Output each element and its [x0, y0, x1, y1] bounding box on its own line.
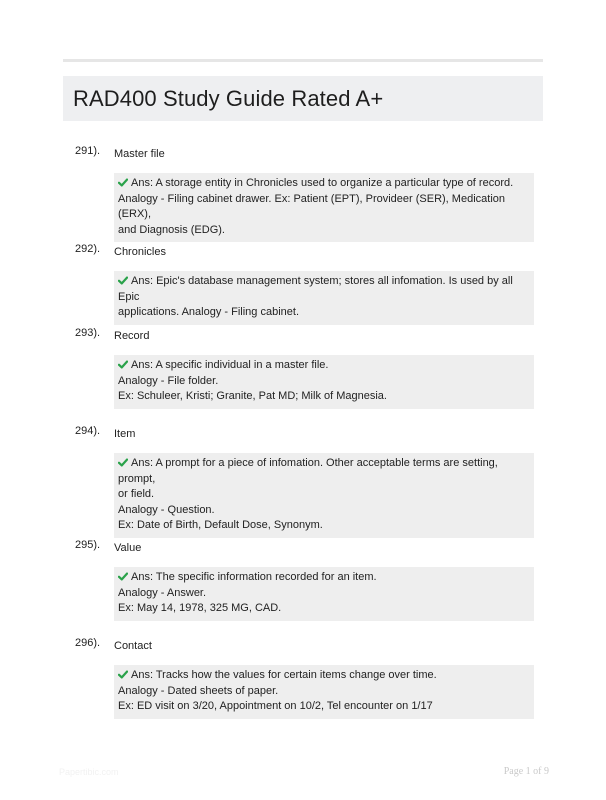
answer-text: Ans: A prompt for a piece of infomation. Other acceptable terms are setting, prompt, [118, 457, 498, 485]
title-banner [63, 76, 543, 121]
question-number: 293). [75, 327, 101, 339]
answer-line [118, 358, 530, 374]
answer-line [118, 456, 530, 487]
answer-text: Ans: Tracks how the values for certain items change over time. [131, 669, 437, 681]
question-row [75, 147, 535, 161]
question-row [75, 329, 535, 343]
answer-line: Ex: May 14, 1978, 325 MG, CAD. [118, 602, 282, 614]
question-term: Chronicles [114, 246, 166, 258]
answer-text: Ans: Epic's database management system; stores all infomation. Is used by all Epic [118, 275, 513, 303]
answer-line: and Diagnosis (EDG). [118, 223, 225, 236]
top-divider [63, 59, 543, 62]
qa-item [75, 541, 535, 621]
answer-box [114, 271, 534, 325]
qa-item [75, 329, 535, 409]
checkmark-icon [118, 178, 128, 187]
answer-line [118, 176, 530, 192]
qa-item [75, 639, 535, 719]
answer-line: Ex: Date of Birth, Default Dose, Synonym. [118, 519, 323, 531]
answer-line: Ex: Schuleer, Kristi; Granite, Pat MD; Milk of Magnesia. [118, 390, 387, 402]
answer-line: Analogy - File folder. [118, 374, 219, 387]
answer-line: or field. [118, 488, 155, 500]
question-term: Value [114, 542, 142, 554]
question-number: 294). [75, 425, 101, 437]
question-row [75, 541, 535, 555]
footer-watermark: Papertibic.com [59, 767, 119, 777]
answer-box [114, 355, 534, 409]
checkmark-icon [118, 572, 128, 581]
answer-text: Ans: The specific information recorded for an item. [131, 571, 377, 583]
answer-box [114, 453, 534, 538]
answer-line: Analogy - Question. [118, 503, 215, 516]
answer-box [114, 567, 534, 621]
question-row [75, 639, 535, 653]
answer-text: Ans: A storage entity in Chronicles used to organize a particular type of record. [131, 177, 514, 189]
question-term: Contact [114, 640, 152, 652]
answer-box [114, 173, 534, 242]
answer-line [118, 570, 530, 586]
qa-item [75, 245, 535, 325]
answer-text: Ans: A specific individual in a master file. [131, 359, 329, 371]
qa-item [75, 427, 535, 538]
question-term: Item [114, 428, 136, 440]
question-row [75, 245, 535, 259]
answer-line [118, 668, 530, 684]
answer-line [118, 274, 530, 305]
qa-item [75, 147, 535, 242]
checkmark-icon [118, 360, 128, 369]
question-number: 291). [75, 145, 101, 157]
question-term: Record [114, 330, 150, 342]
page-number: Page 1 of 9 [503, 766, 549, 777]
answer-line: Analogy - Dated sheets of paper. [118, 684, 279, 697]
answer-line: Analogy - Filing cabinet drawer. Ex: Patient (EPT), Provideer (SER), Medication (ERX), [118, 192, 505, 220]
question-number: 292). [75, 243, 101, 255]
question-number: 295). [75, 539, 101, 551]
page-title: RAD400 Study Guide Rated A+ [73, 85, 384, 111]
answer-line: Ex: ED visit on 3/20, Appointment on 10/2, Tel encounter on 1/17 [118, 700, 433, 712]
checkmark-icon [118, 276, 128, 285]
answer-box [114, 665, 534, 719]
answer-line: applications. Analogy - Filing cabinet. [118, 306, 299, 318]
checkmark-icon [118, 670, 128, 679]
checkmark-icon [118, 458, 128, 467]
question-number: 296). [75, 637, 101, 649]
answer-line: Analogy - Answer. [118, 586, 207, 599]
question-term: Master file [114, 148, 165, 160]
question-row [75, 427, 535, 441]
